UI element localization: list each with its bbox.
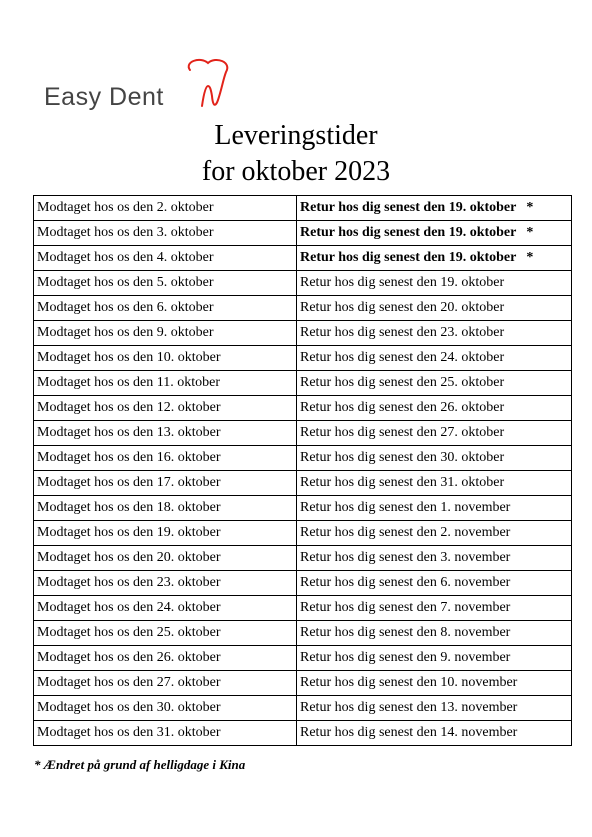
changed-marker: * [526, 250, 534, 265]
return-date-text: Retur hos dig senest den 2. november [300, 525, 511, 540]
received-date-cell: Modtaget hos os den 12. oktober [34, 396, 297, 421]
return-date-cell [297, 546, 572, 571]
received-date-cell: Modtaget hos os den 13. oktober [34, 421, 297, 446]
return-date-cell [297, 196, 572, 221]
return-date-cell [297, 671, 572, 696]
return-date-text: Retur hos dig senest den 7. november [300, 600, 511, 615]
table-row [34, 521, 572, 546]
return-date-text: Retur hos dig senest den 6. november [300, 575, 511, 590]
easy-dent-logo [44, 56, 244, 112]
return-date-cell [297, 421, 572, 446]
tooth-icon [180, 56, 236, 112]
return-date-text: Retur hos dig senest den 8. november [300, 625, 511, 640]
received-date-cell: Modtaget hos os den 5. oktober [34, 271, 297, 296]
table-row [34, 346, 572, 371]
received-date-cell: Modtaget hos os den 6. oktober [34, 296, 297, 321]
return-date-cell [297, 696, 572, 721]
page-title-line-2: for oktober 2023 [201, 156, 391, 187]
table-row [34, 221, 572, 246]
received-date-cell: Modtaget hos os den 17. oktober [34, 471, 297, 496]
table-row [34, 571, 572, 596]
table-row [34, 421, 572, 446]
table-row [34, 296, 572, 321]
page-title-line-1: Leveringstider [214, 120, 378, 151]
return-date-cell [297, 221, 572, 246]
return-date-cell [297, 371, 572, 396]
return-date-text: Retur hos dig senest den 19. oktober [300, 200, 517, 215]
received-date-cell: Modtaget hos os den 9. oktober [34, 321, 297, 346]
logo-text: Easy Dent [44, 83, 164, 111]
received-date-cell: Modtaget hos os den 2. oktober [34, 196, 297, 221]
table-row [34, 446, 572, 471]
table-row [34, 696, 572, 721]
received-date-cell: Modtaget hos os den 23. oktober [34, 571, 297, 596]
delivery-times-table [33, 195, 572, 746]
return-date-text: Retur hos dig senest den 25. oktober [300, 375, 505, 390]
return-date-cell [297, 446, 572, 471]
received-date-cell: Modtaget hos os den 24. oktober [34, 596, 297, 621]
return-date-cell [297, 346, 572, 371]
return-date-cell [297, 571, 572, 596]
return-date-cell [297, 496, 572, 521]
return-date-cell [297, 246, 572, 271]
table-row [34, 646, 572, 671]
return-date-text: Retur hos dig senest den 19. oktober [300, 225, 517, 240]
return-date-text: Retur hos dig senest den 1. november [300, 500, 511, 515]
return-date-text: Retur hos dig senest den 26. oktober [300, 400, 505, 415]
table-row [34, 546, 572, 571]
return-date-text: Retur hos dig senest den 9. november [300, 650, 511, 665]
table-row [34, 596, 572, 621]
received-date-cell: Modtaget hos os den 27. oktober [34, 671, 297, 696]
received-date-cell: Modtaget hos os den 4. oktober [34, 246, 297, 271]
received-date-cell: Modtaget hos os den 31. oktober [34, 721, 297, 746]
return-date-cell [297, 646, 572, 671]
return-date-text: Retur hos dig senest den 31. oktober [300, 475, 505, 490]
table-row [34, 396, 572, 421]
received-date-cell: Modtaget hos os den 25. oktober [34, 621, 297, 646]
return-date-text: Retur hos dig senest den 10. november [300, 675, 518, 690]
return-date-cell [297, 621, 572, 646]
table-row [34, 621, 572, 646]
return-date-cell [297, 596, 572, 621]
table-row [34, 496, 572, 521]
return-date-cell [297, 471, 572, 496]
footnote: * Ændret på grund af helligdage i Kina [34, 757, 246, 772]
table-row [34, 721, 572, 746]
table-row [34, 246, 572, 271]
return-date-cell [297, 396, 572, 421]
table-row [34, 371, 572, 396]
return-date-text: Retur hos dig senest den 30. oktober [300, 450, 505, 465]
return-date-cell [297, 721, 572, 746]
received-date-cell: Modtaget hos os den 11. oktober [34, 371, 297, 396]
table-row [34, 471, 572, 496]
changed-marker: * [526, 225, 534, 240]
received-date-cell: Modtaget hos os den 26. oktober [34, 646, 297, 671]
return-date-text: Retur hos dig senest den 23. oktober [300, 325, 505, 340]
return-date-text: Retur hos dig senest den 24. oktober [300, 350, 505, 365]
received-date-cell: Modtaget hos os den 20. oktober [34, 546, 297, 571]
received-date-cell: Modtaget hos os den 3. oktober [34, 221, 297, 246]
received-date-cell: Modtaget hos os den 19. oktober [34, 521, 297, 546]
return-date-text: Retur hos dig senest den 3. november [300, 550, 511, 565]
received-date-cell: Modtaget hos os den 18. oktober [34, 496, 297, 521]
table-row [34, 671, 572, 696]
return-date-text: Retur hos dig senest den 19. oktober [300, 250, 517, 265]
return-date-cell [297, 521, 572, 546]
table-row [34, 196, 572, 221]
received-date-cell: Modtaget hos os den 30. oktober [34, 696, 297, 721]
changed-marker: * [526, 200, 534, 215]
table-row [34, 271, 572, 296]
return-date-text: Retur hos dig senest den 27. oktober [300, 425, 505, 440]
received-date-cell: Modtaget hos os den 16. oktober [34, 446, 297, 471]
return-date-text: Retur hos dig senest den 13. november [300, 700, 518, 715]
return-date-cell [297, 321, 572, 346]
table-row [34, 321, 572, 346]
return-date-cell [297, 296, 572, 321]
received-date-cell: Modtaget hos os den 10. oktober [34, 346, 297, 371]
return-date-text: Retur hos dig senest den 14. november [300, 725, 518, 740]
return-date-text: Retur hos dig senest den 20. oktober [300, 300, 505, 315]
return-date-cell [297, 271, 572, 296]
return-date-text: Retur hos dig senest den 19. oktober [300, 275, 505, 290]
